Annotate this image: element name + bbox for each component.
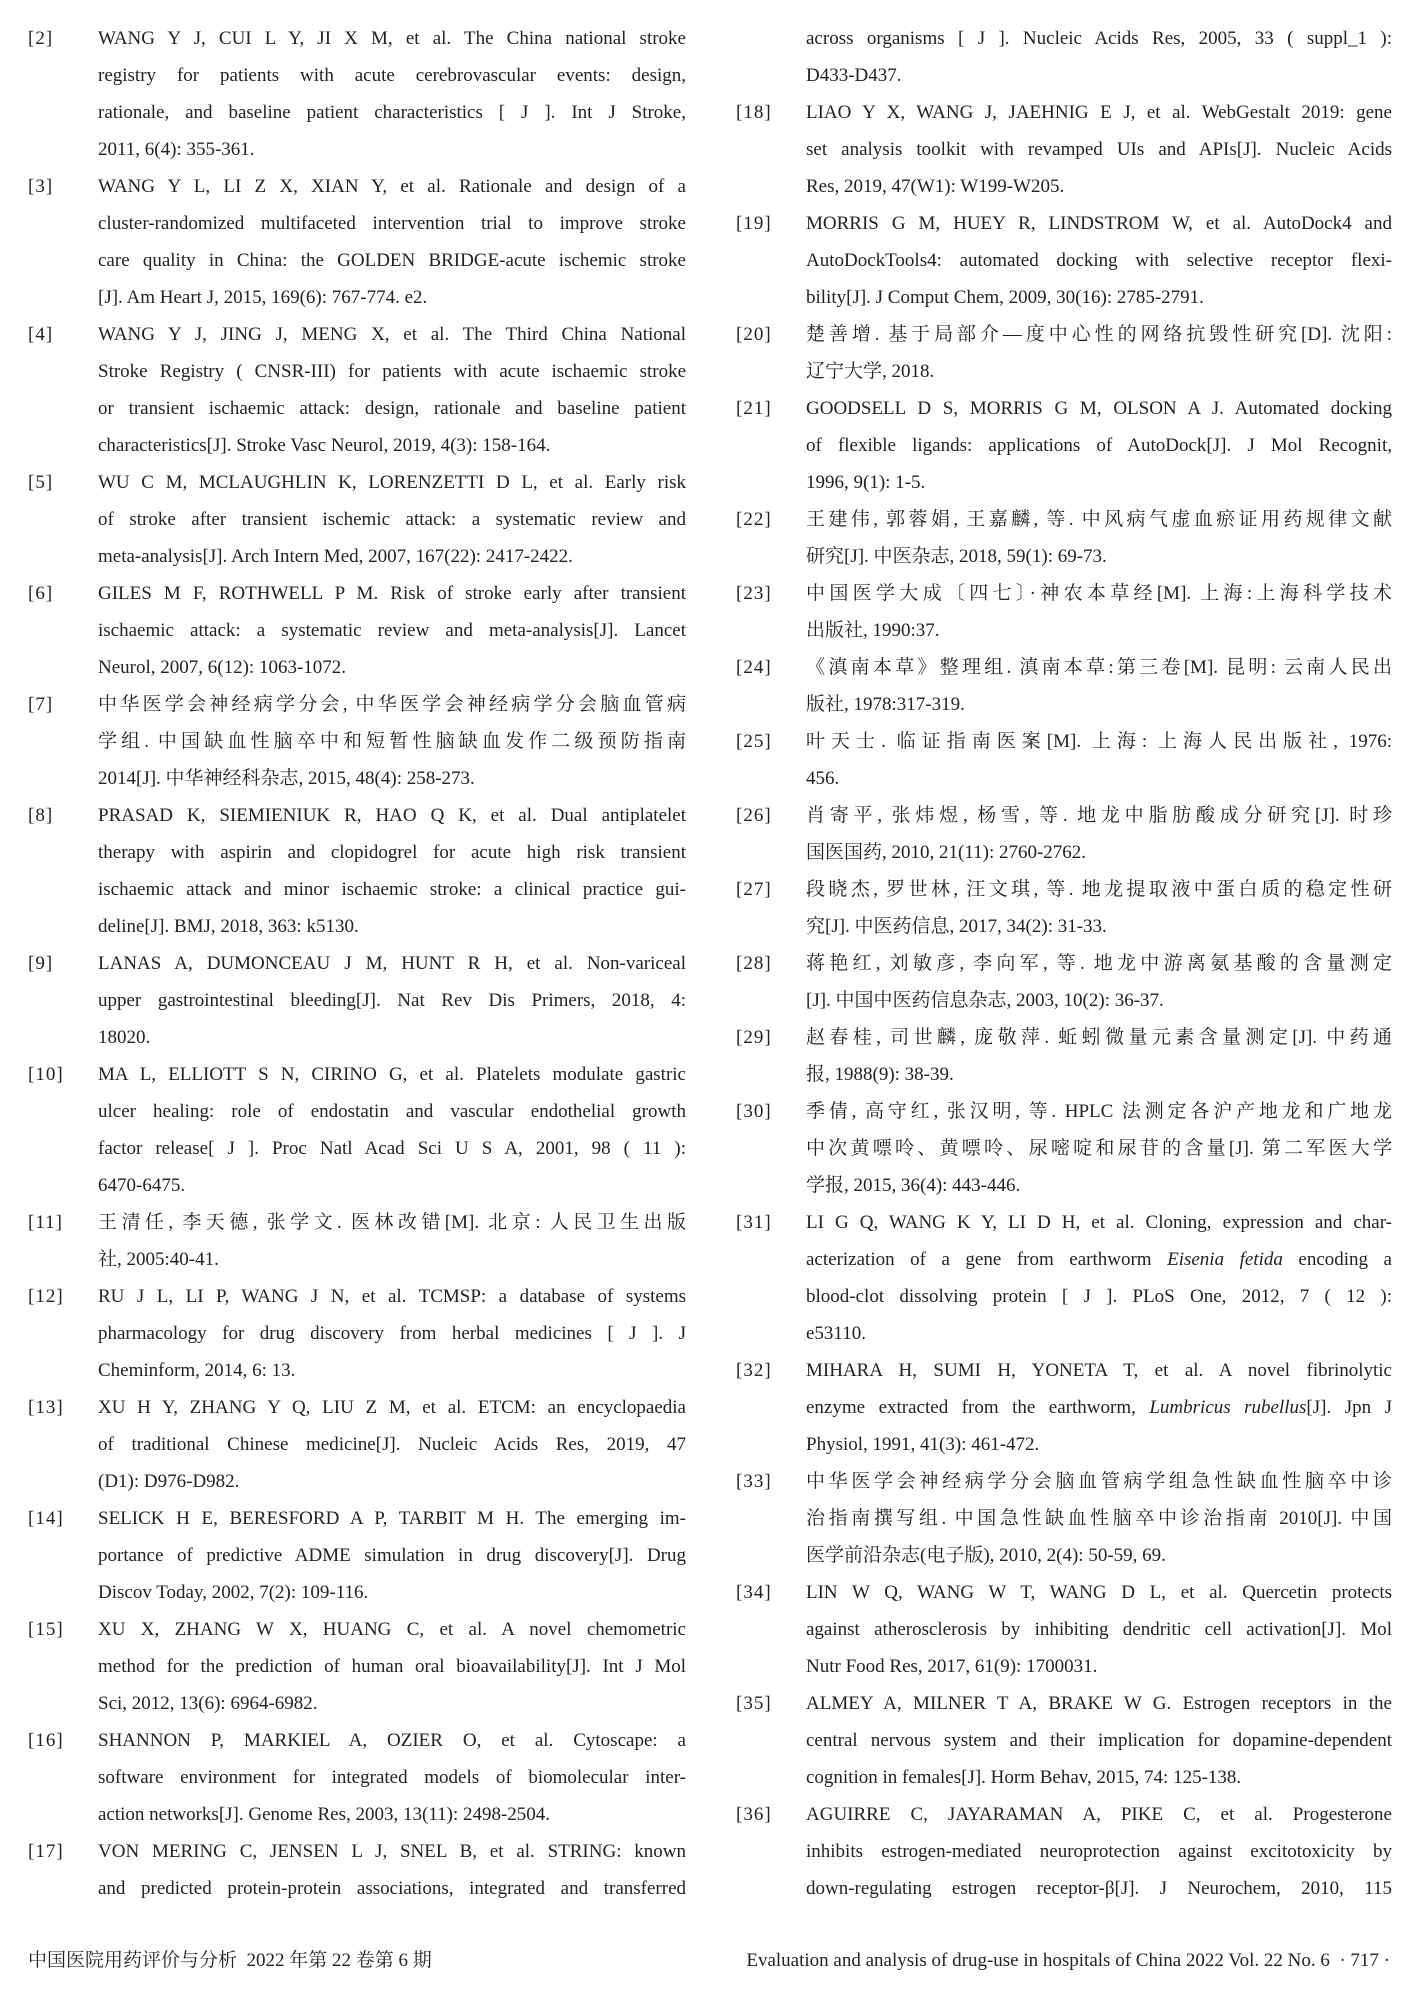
reference-line: MORRIS G M, HUEY R, LINDSTROM W, et al. AutoDock4 and [806,213,1392,234]
reference-entry [736,205,1392,316]
italic-species-name: Lumbricus rubellus [1149,1397,1307,1418]
reference-line: 18020. [98,1027,151,1048]
reference-line: 社, 2005:40-41. [98,1249,219,1270]
reference-number: [33] [736,1471,772,1492]
reference-number: [34] [736,1582,772,1603]
reference-entry [28,1278,686,1389]
reference-line: of flexible ligands: applications of AutoDock[J]. J Mol Recognit, [806,435,1392,456]
reference-number: [32] [736,1360,772,1381]
reference-line: 研究[J]. 中医杂志, 2018, 59(1): 69-73. [806,546,1107,567]
reference-line: Sci, 2012, 13(6): 6964-6982. [98,1693,318,1714]
reference-line: LANAS A, DUMONCEAU J M, HUNT R H, et al. Non-variceal [98,953,686,974]
reference-entry [736,1574,1392,1685]
reference-entry [736,1463,1392,1574]
reference-number: [3] [28,176,54,197]
reference-number: [21] [736,398,772,419]
reference-line: WANG Y J, JING J, MENG X, et al. The Third China National [98,324,686,345]
reference-entry [736,1093,1392,1204]
reference-entry [736,20,1392,94]
reference-entry [736,575,1392,649]
reference-line: RU J L, LI P, WANG J N, et al. TCMSP: a database of systems [98,1286,686,1307]
reference-line: 王清任, 李天德, 张学文. 医林改错[M]. 北京: 人民卫生出版 [98,1212,686,1233]
reference-line: against atherosclerosis by inhibiting dendritic cell activation[J]. Mol [806,1619,1392,1640]
reference-entry [736,1685,1392,1796]
reference-entry [736,316,1392,390]
reference-line: 国医国药, 2010, 21(11): 2760-2762. [806,842,1087,863]
reference-line: WU C M, MCLAUGHLIN K, LORENZETTI D L, et al. Early risk [98,472,686,493]
reference-number: [28] [736,953,772,974]
reference-line: 报, 1988(9): 38-39. [806,1064,954,1085]
italic-species-name: Eisenia fetida [1167,1249,1283,1270]
reference-line: 医学前沿杂志(电子版), 2010, 2(4): 50-59, 69. [806,1545,1166,1566]
reference-line: 季倩, 高守红, 张汉明, 等. HPLC 法测定各沪产地龙和广地龙 [806,1101,1392,1122]
reference-line: ischaemic attack and minor ischaemic stroke: a clinical practice gui- [98,879,686,900]
reference-entry [28,316,686,464]
reference-line: or transient ischaemic attack: design, rationale and baseline patient [98,398,686,419]
reference-entry [28,945,686,1056]
journal-footer-english: Evaluation and analysis of drug-use in hospitals of China 2022 Vol. 22 No. 6 · 717 · [746,1950,1390,1971]
reference-line: 中华医学会神经病学分会脑血管病学组急性缺血性脑卒中诊 [806,1471,1392,1492]
reference-line: AutoDockTools4: automated docking with selective receptor flexi- [806,250,1392,271]
reference-line: therapy with aspirin and clopidogrel for acute high risk transient [98,842,686,863]
reference-line: pharmacology for drug discovery from herbal medicines [ J ]. J [98,1323,686,1344]
reference-line: GOODSELL D S, MORRIS G M, OLSON A J. Automated docking [806,398,1392,419]
reference-line: WANG Y J, CUI L Y, JI X M, et al. The China national stroke [98,28,686,49]
reference-number: [35] [736,1693,772,1714]
reference-number: [29] [736,1027,772,1048]
reference-line: Cheminform, 2014, 6: 13. [98,1360,296,1381]
reference-text-segment: enzyme extracted from the earthworm, [806,1397,1150,1418]
reference-entry [28,1056,686,1204]
reference-line: factor release[ J ]. Proc Natl Acad Sci U S A, 2001, 98 ( 11 ): [98,1138,686,1159]
reference-line: 学组. 中国缺血性脑卒中和短暂性脑缺血发作二级预防指南 [98,731,686,752]
reference-entry [28,464,686,575]
reference-line: method for the prediction of human oral bioavailability[J]. Int J Mol [98,1656,686,1677]
reference-number: [4] [28,324,54,345]
reference-line: 2011, 6(4): 355-361. [98,139,255,160]
reference-entry [28,1722,686,1833]
reference-line [806,1389,1392,1426]
reference-line: Discov Today, 2002, 7(2): 109-116. [98,1582,369,1603]
reference-line: D433-D437. [806,65,902,86]
reference-text-segment: [J]. Jpn J [1306,1397,1392,1418]
reference-column-left [28,20,686,1907]
reference-line: 出版社, 1990:37. [806,620,940,641]
reference-line: 叶天士. 临证指南医案[M]. 上海: 上海人民出版社, 1976: [806,731,1392,752]
reference-line: 段晓杰, 罗世林, 汪文琪, 等. 地龙提取液中蛋白质的稳定性研 [806,879,1392,900]
reference-line: and predicted protein-protein associations, integrated and transferred [98,1878,686,1899]
reference-line: 《滇南本草》整理组. 滇南本草:第三卷[M]. 昆明: 云南人民出 [806,657,1392,678]
reference-entry [736,94,1392,205]
reference-entry [28,20,686,168]
reference-line: blood-clot dissolving protein [ J ]. PLoS One, 2012, 7 ( 12 ): [806,1286,1392,1307]
reference-line: registry for patients with acute cerebrovascular events: design, [98,65,686,86]
reference-entry [736,649,1392,723]
reference-line: 辽宁大学, 2018. [806,361,935,382]
reference-entry [736,1019,1392,1093]
reference-number: [22] [736,509,772,530]
reference-number: [17] [28,1841,64,1862]
reference-number: [24] [736,657,772,678]
reference-line: care quality in China: the GOLDEN BRIDGE-acute ischemic stroke [98,250,686,271]
reference-entry [28,797,686,945]
reference-entry [736,1796,1392,1907]
reference-line: 版社, 1978:317-319. [806,694,965,715]
reference-entry [736,390,1392,501]
reference-line: 治指南撰写组. 中国急性缺血性脑卒中诊治指南 2010[J]. 中国 [806,1508,1392,1529]
reference-line: Res, 2019, 47(W1): W199-W205. [806,176,1065,197]
journal-footer-chinese: 中国医院用药评价与分析 2022 年第 22 卷第 6 期 [28,1950,432,1971]
reference-entry [736,797,1392,871]
reference-line: e53110. [806,1323,866,1344]
reference-number: [7] [28,694,54,715]
reference-line: of stroke after transient ischemic attack: a systematic review and [98,509,686,530]
reference-number: [18] [736,102,772,123]
reference-line: PRASAD K, SIEMIENIUK R, HAO Q K, et al. Dual antiplatelet [98,805,686,826]
reference-line: across organisms [ J ]. Nucleic Acids Res, 2005, 33 ( suppl_1 ): [806,28,1392,49]
reference-number: [5] [28,472,54,493]
reference-line: LIAO Y X, WANG J, JAEHNIG E J, et al. WebGestalt 2019: gene [806,102,1392,123]
reference-line: deline[J]. BMJ, 2018, 363: k5130. [98,916,359,937]
reference-line: of traditional Chinese medicine[J]. Nucleic Acids Res, 2019, 47 [98,1434,686,1455]
reference-line: 蒋艳红, 刘敏彦, 李向军, 等. 地龙中游离氨基酸的含量测定 [806,953,1392,974]
reference-line: ALMEY A, MILNER T A, BRAKE W G. Estrogen receptors in the [806,1693,1392,1714]
reference-line: ulcer healing: role of endostatin and vascular endothelial growth [98,1101,686,1122]
reference-line: AGUIRRE C, JAYARAMAN A, PIKE C, et al. Progesterone [806,1804,1392,1825]
reference-line: 1996, 9(1): 1-5. [806,472,926,493]
reference-entry [736,501,1392,575]
reference-line: down-regulating estrogen receptor-β[J]. J Neurochem, 2010, 115 [806,1878,1392,1899]
reference-line: 中次黄嘌呤、黄嘌呤、尿嘧啶和尿苷的含量[J]. 第二军医大学 [806,1138,1392,1159]
reference-line: 6470-6475. [98,1175,186,1196]
reference-number: [2] [28,28,54,49]
reference-number: [9] [28,953,54,974]
reference-line: GILES M F, ROTHWELL P M. Risk of stroke early after transient [98,583,686,604]
reference-line: 究[J]. 中医药信息, 2017, 34(2): 31-33. [806,916,1107,937]
reference-number: [10] [28,1064,64,1085]
reference-number: [25] [736,731,772,752]
reference-number: [26] [736,805,772,826]
reference-entry [736,871,1392,945]
reference-line: [J]. Am Heart J, 2015, 169(6): 767-774. e2. [98,287,428,308]
reference-line: MIHARA H, SUMI H, YONETA T, et al. A novel fibrinolytic [806,1360,1392,1381]
reference-entry [28,1204,686,1278]
reference-line: 肖寄平, 张炜煜, 杨雪, 等. 地龙中脂肪酸成分研究[J]. 时珍 [806,805,1392,826]
reference-line: LI G Q, WANG K Y, LI D H, et al. Cloning, expression and char- [806,1212,1392,1233]
reference-line: cognition in females[J]. Horm Behav, 2015, 74: 125-138. [806,1767,1242,1788]
reference-number: [36] [736,1804,772,1825]
reference-line: Physiol, 1991, 41(3): 461-472. [806,1434,1040,1455]
reference-line: VON MERING C, JENSEN L J, SNEL B, et al. STRING: known [98,1841,686,1862]
reference-line: 赵春桂, 司世麟, 庞敬萍. 蚯蚓微量元素含量测定[J]. 中药通 [806,1027,1392,1048]
reference-line: bility[J]. J Comput Chem, 2009, 30(16): 2785-2791. [806,287,1204,308]
reference-number: [6] [28,583,54,604]
reference-line: software environment for integrated models of biomolecular inter- [98,1767,686,1788]
reference-number: [13] [28,1397,64,1418]
reference-line: LIN W Q, WANG W T, WANG D L, et al. Quercetin protects [806,1582,1392,1603]
reference-entry [28,1389,686,1500]
reference-text-segment: acterization of a gene from earthworm [806,1249,1168,1270]
reference-line: Nutr Food Res, 2017, 61(9): 1700031. [806,1656,1098,1677]
reference-number: [14] [28,1508,64,1529]
reference-line: set analysis toolkit with revamped UIs and APIs[J]. Nucleic Acids [806,139,1392,160]
reference-text-segment: encoding a [1282,1249,1392,1270]
reference-entry [736,723,1392,797]
reference-line: 中华医学会神经病学分会, 中华医学会神经病学分会脑血管病 [98,694,686,715]
reference-number: [31] [736,1212,772,1233]
reference-entry [28,1500,686,1611]
reference-number: [30] [736,1101,772,1122]
reference-entry [736,1352,1392,1463]
reference-line: upper gastrointestinal bleeding[J]. Nat Rev Dis Primers, 2018, 4: [98,990,686,1011]
reference-entry [28,575,686,686]
reference-number: [15] [28,1619,64,1640]
reference-line: WANG Y L, LI Z X, XIAN Y, et al. Rationale and design of a [98,176,686,197]
reference-line: [J]. 中国中医药信息杂志, 2003, 10(2): 36-37. [806,990,1164,1011]
reference-number: [12] [28,1286,64,1307]
reference-line: SHANNON P, MARKIEL A, OZIER O, et al. Cytoscape: a [98,1730,686,1751]
reference-line: central nervous system and their implication for dopamine-dependent [806,1730,1392,1751]
reference-number: [8] [28,805,54,826]
reference-line: 2014[J]. 中华神经科杂志, 2015, 48(4): 258-273. [98,768,475,789]
reference-entry [28,168,686,316]
reference-line: action networks[J]. Genome Res, 2003, 13(11): 2498-2504. [98,1804,551,1825]
reference-number: [27] [736,879,772,900]
reference-line: portance of predictive ADME simulation in drug discovery[J]. Drug [98,1545,686,1566]
reference-entry [736,945,1392,1019]
reference-entry [28,1611,686,1722]
reference-line: ischaemic attack: a systematic review and meta-analysis[J]. Lancet [98,620,686,641]
reference-number: [11] [28,1212,63,1233]
reference-line: characteristics[J]. Stroke Vasc Neurol, 2019, 4(3): 158-164. [98,435,551,456]
reference-line: MA L, ELLIOTT S N, CIRINO G, et al. Platelets modulate gastric [98,1064,686,1085]
reference-entry [736,1204,1392,1352]
reference-number: [16] [28,1730,64,1751]
reference-entry [28,1833,686,1907]
reference-column-right [736,20,1392,1907]
reference-line: XU H Y, ZHANG Y Q, LIU Z M, et al. ETCM: an encyclopaedia [98,1397,686,1418]
reference-line: SELICK H E, BERESFORD A P, TARBIT M H. The emerging im- [98,1508,686,1529]
reference-number: [23] [736,583,772,604]
reference-line: 456. [806,768,840,789]
reference-line: (D1): D976-D982. [98,1471,240,1492]
reference-line: 学报, 2015, 36(4): 443-446. [806,1175,1021,1196]
reference-line: Stroke Registry ( CNSR-III) for patients with acute ischaemic stroke [98,361,686,382]
reference-line: inhibits estrogen-mediated neuroprotection against excitotoxicity by [806,1841,1392,1862]
reference-line: cluster-randomized multifaceted intervention trial to improve stroke [98,213,686,234]
reference-line: 王建伟, 郭蓉娟, 王嘉麟, 等. 中风病气虚血瘀证用药规律文献 [806,509,1392,530]
reference-number: [19] [736,213,772,234]
reference-line: rationale, and baseline patient characteristics [ J ]. Int J Stroke, [98,102,686,123]
reference-line [806,1241,1392,1278]
reference-line: 中国医学大成〔四七〕·神农本草经[M]. 上海:上海科学技术 [806,583,1392,604]
reference-line: Neurol, 2007, 6(12): 1063-1072. [98,657,347,678]
reference-line: 楚善增. 基于局部介—度中心性的网络抗毁性研究[D]. 沈阳: [806,324,1392,345]
reference-entry [28,686,686,797]
reference-line: XU X, ZHANG W X, HUANG C, et al. A novel chemometric [98,1619,686,1640]
reference-number: [20] [736,324,772,345]
reference-line: meta-analysis[J]. Arch Intern Med, 2007, 167(22): 2417-2422. [98,546,573,567]
